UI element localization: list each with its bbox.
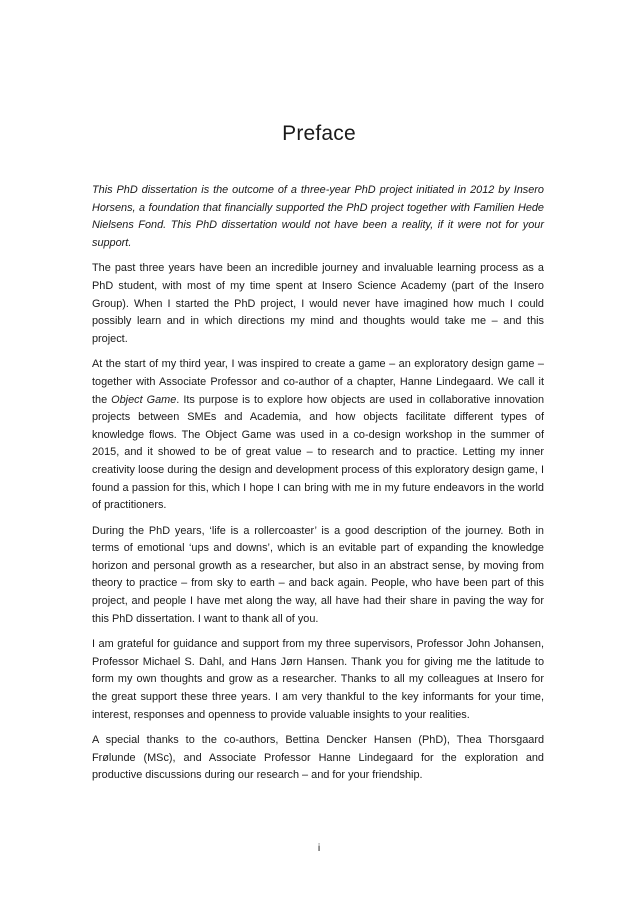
paragraph-rollercoaster: During the PhD years, ‘life is a rollercoaster’ is a good description of the journey. Both in terms of emotional ‘ups and downs’, which is an evitable part of expanding the knowledge horizon and personal growth as a researcher, but also in an abstract sense, by moving from theory to practice – from sky to earth – and back again. People, who have been part of this project, and people I have met along the way, all have had their share in paving the way for this PhD dissertation. I want to thank all of you.: [92, 524, 544, 625]
paragraph-journey: The past three years have been an incredible journey and invaluable learning process as a PhD student, with most of my time spent at Insero Science Academy (part of the Insero Group). When I started the PhD project, I would never have imagined how much I could possibly learn and in which directions my mind and thoughts would take me – and this project.: [92, 262, 544, 345]
paragraph-text: At the start of my third year, I was inspired to create a game – an exploratory design game – together with Associate Professor and co-author of a chapter, Hanne Lindegaard. We call it the: [92, 358, 544, 406]
page-number: i: [317, 842, 321, 854]
paragraph-special-thanks: A special thanks to the co-authors, Bettina Dencker Hansen (PhD), Thea Thorsgaard Frølunde (MSc), and Associate Professor Hanne Lindegaard for the exploration and productive discussions during our research – and for your friendship.: [92, 734, 544, 782]
paragraph-text: . Its purpose is to explore how objects are used in collaborative innovation projects between SMEs and Academia, and how objects facilitate different types of knowledge flows. The Object Game was used in a co-design workshop in the summer of 2015, and it showed to be of great value – to research and to practice. Letting my inner creativity loose during the design and development process of this exploratory design game, I found a passion for this, which I hope I can bring with me in my future endeavors in the world of practitioners.: [92, 393, 544, 512]
preface-body: [92, 182, 544, 793]
page-title: Preface: [282, 122, 356, 145]
paragraph-object-game: [92, 356, 544, 514]
paragraph-supervisors: I am grateful for guidance and support from my three supervisors, Professor John Johansen, Professor Michael S. Dahl, and Hans Jørn Hansen. Thank you for giving me the latitude to form my own thoughts and grow as a researcher. Thanks to all my colleagues at Insero for the great support these three years. I am very thankful to the key informants for your time, interest, responses and openness to provide valuable insights to your realities.: [92, 638, 544, 721]
intro-paragraph: This PhD dissertation is the outcome of a three-year PhD project initiated in 2012 by Insero Horsens, a foundation that financially supported the PhD project together with Familien Hede Nielsens Fond. This PhD dissertation would not have been a reality, if it were not for your support.: [92, 184, 544, 249]
emphasis-object-game: Object Game: [111, 393, 177, 406]
